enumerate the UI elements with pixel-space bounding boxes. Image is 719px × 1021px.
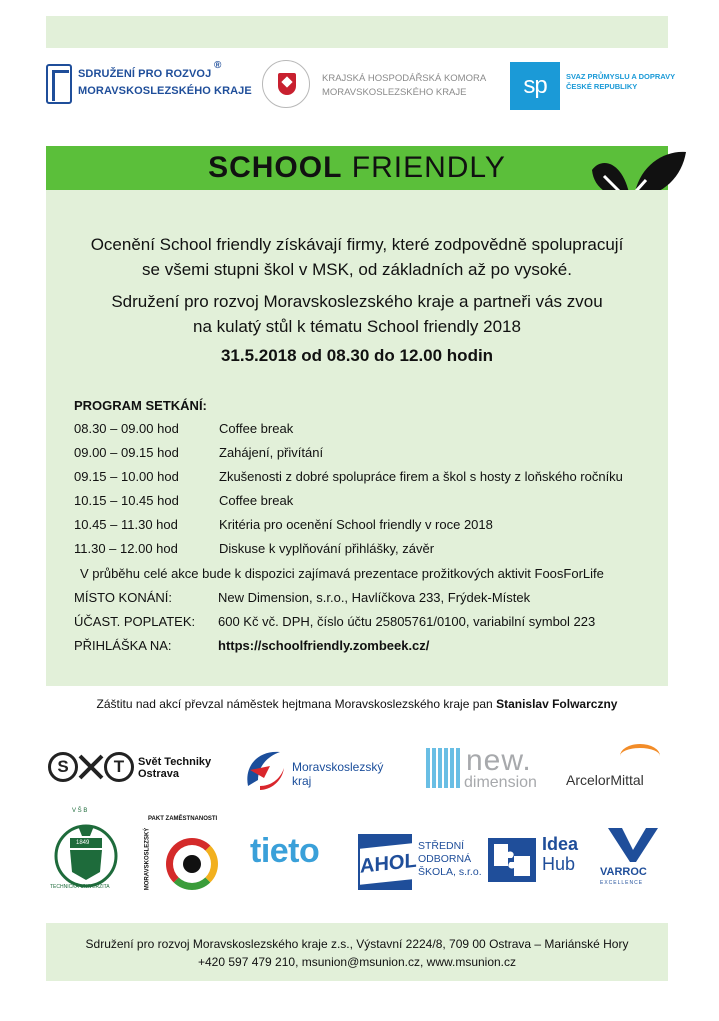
sos-logo <box>358 834 482 892</box>
idea-hub-puzzle-icon <box>488 838 536 882</box>
arcelormittal-arc-icon <box>620 744 660 768</box>
spcr-logo-line1: SVAZ PRŮMYSLU A DOPRAVY <box>566 72 676 81</box>
program-desc: Zahájení, přivítání <box>219 445 324 460</box>
registered-mark: ® <box>214 60 222 71</box>
spcr-logo <box>510 62 680 112</box>
patronage-text: Záštitu nad akcí převzal náměstek hejtmana Moravskoslezského kraje pan <box>96 697 493 711</box>
vsb-crest-icon <box>48 816 124 888</box>
new-dimension-big: new. <box>466 744 532 777</box>
idea-hub-bold: Idea <box>542 834 579 854</box>
footer-contact: +420 597 479 210, msunion@msunion.cz, www.msunion.cz <box>197 955 517 969</box>
place-value: New Dimension, s.r.o., Havlíčkova 233, Frýdek-Místek <box>218 590 531 605</box>
top-band <box>46 16 668 48</box>
registration-label: PŘIHLÁŠKA NA: <box>74 638 172 653</box>
program-desc: Coffee break <box>219 421 294 436</box>
new-dimension-logo <box>426 744 556 794</box>
program-time: 08.30 – 09.00 hod <box>74 421 179 436</box>
msk-kraj-logo <box>240 746 400 796</box>
arcelormittal-logo <box>566 744 676 792</box>
pakt-side: MORAVSKOSLEZSKÝ <box>144 827 151 891</box>
intro-line-2: se všemi stupni škol v MSK, od základních až po vysoké. <box>142 260 572 279</box>
khk-logo <box>262 60 492 112</box>
sdruzeni-logo-icon <box>46 64 72 104</box>
place-label: MÍSTO KONÁNÍ: <box>74 590 172 605</box>
khk-logo-text <box>322 72 486 100</box>
sos-line3: ŠKOLA, s.r.o. <box>418 866 482 878</box>
program-time: 10.15 – 10.45 hod <box>74 493 179 508</box>
sos-line2: ODBORNÁ <box>418 853 472 865</box>
varroc-v-icon <box>606 824 660 864</box>
sdruzeni-logo <box>46 60 252 106</box>
title-regular: FRIENDLY <box>351 151 506 184</box>
vsb-top: V Š B <box>72 808 88 814</box>
pakt-top: PAKT ZAMĚSTNANOSTI <box>148 816 218 822</box>
svet-line1: Svět Techniky <box>138 756 212 768</box>
program-desc: Diskuse k vyplňování přihlášky, závěr <box>219 541 435 556</box>
vsb-bottom: TECHNICKÁ UNIVERZITA <box>50 884 110 890</box>
spcr-logo-text <box>566 72 675 92</box>
title-bold: SCHOOL <box>208 151 343 184</box>
idea-hub-regular: Hub <box>542 854 576 874</box>
program-desc: Kritéria pro ocenění School friendly v roce 2018 <box>219 517 493 532</box>
svet-s-icon: S <box>48 752 78 782</box>
footer-band <box>46 923 668 981</box>
msk-text <box>292 760 383 788</box>
svet-techniky-logo <box>48 752 228 788</box>
program-time: 09.15 – 10.00 hod <box>74 469 179 484</box>
intro-line-4: na kulatý stůl k tématu School friendly 2018 <box>193 317 521 336</box>
footer-address: Sdružení pro rozvoj Moravskoslezského kraje z.s., Výstavní 2224/8, 709 00 Ostrava – Mariánské Hory <box>85 937 629 951</box>
sos-line1: STŘEDNÍ <box>418 840 465 852</box>
svet-t-icon: T <box>104 752 134 782</box>
fee-label: ÚČAST. POPLATEK: <box>74 614 196 629</box>
sos-text <box>418 840 482 879</box>
ahol-mark: AHOL <box>360 843 412 884</box>
event-date: 31.5.2018 od 08.30 do 12.00 hodin <box>220 346 494 365</box>
patronage-name: Stanislav Folwarczny <box>496 697 618 711</box>
patronage-line <box>46 697 668 711</box>
program-desc: Coffee break <box>219 493 294 508</box>
program-time: 11.30 – 12.00 hod <box>74 541 178 556</box>
page-title <box>46 146 668 190</box>
svet-text <box>138 756 211 780</box>
fee-value: 600 Kč vč. DPH, číslo účtu 25805761/0100, variabilní symbol 223 <box>218 614 596 629</box>
program-desc: Zkušenosti z dobré spolupráce firem a škol s hosty z loňského ročníku <box>219 469 623 484</box>
svet-line2: Ostrava <box>138 768 179 780</box>
ahol-box-icon <box>358 834 417 890</box>
khk-logo-line2: MORAVSKOSLEZSKÉHO KRAJE <box>322 87 467 98</box>
tieto-logo <box>250 832 340 876</box>
pakt-zamestnanosti-logo <box>146 816 226 896</box>
program-note: V průběhu celé akce bude k dispozici zajímavá prezentace prožitkových aktivit FoosForLife <box>80 566 604 581</box>
idea-hub-logo <box>488 834 588 886</box>
varroc-name: VARROC <box>600 866 647 878</box>
tieto-text: tieto <box>250 832 320 870</box>
khk-seal-icon <box>262 60 310 108</box>
program-time: 10.45 – 11.30 hod <box>74 517 178 532</box>
vsb-logo <box>46 808 126 890</box>
varroc-logo <box>600 824 670 888</box>
msk-kraj-icon <box>240 746 290 796</box>
registration-link[interactable]: https://schoolfriendly.zombeek.cz/ <box>218 638 430 653</box>
spcr-logo-line2: ČESKÉ REPUBLIKY <box>566 82 638 91</box>
msk-line2: kraj <box>292 774 312 788</box>
intro-line-1: Ocenění School friendly získávají firmy, které zodpovědně spolupracují <box>90 235 624 254</box>
new-dimension-cube-icon <box>426 748 462 788</box>
khk-logo-line1: KRAJSKÁ HOSPODÁŘSKÁ KOMORA <box>322 73 487 84</box>
new-dimension-small: dimension <box>464 774 537 791</box>
program-heading: PROGRAM SETKÁNÍ: <box>74 398 207 413</box>
intro-line-3: Sdružení pro rozvoj Moravskoslezského kraje a partneři vás zvou <box>111 292 603 311</box>
varroc-sub: EXCELLENCE <box>600 880 644 886</box>
sdruzeni-logo-text <box>78 66 252 100</box>
idea-hub-text <box>542 834 578 874</box>
msk-line1: Moravskoslezský <box>292 760 384 774</box>
sdruzeni-logo-line1: SDRUŽENÍ PRO ROZVOJ <box>78 68 212 80</box>
svet-x-icon <box>78 754 104 780</box>
program-time: 09.00 – 09.15 hod <box>74 445 179 460</box>
pakt-ring-icon <box>166 838 218 890</box>
vsb-year: 1849 <box>76 840 90 846</box>
sdruzeni-logo-line2: MORAVSKOSLEZSKÉHO KRAJE <box>78 85 252 97</box>
arcelormittal-text: ArcelorMittal <box>566 772 644 788</box>
spcr-mark: sp <box>510 62 560 110</box>
